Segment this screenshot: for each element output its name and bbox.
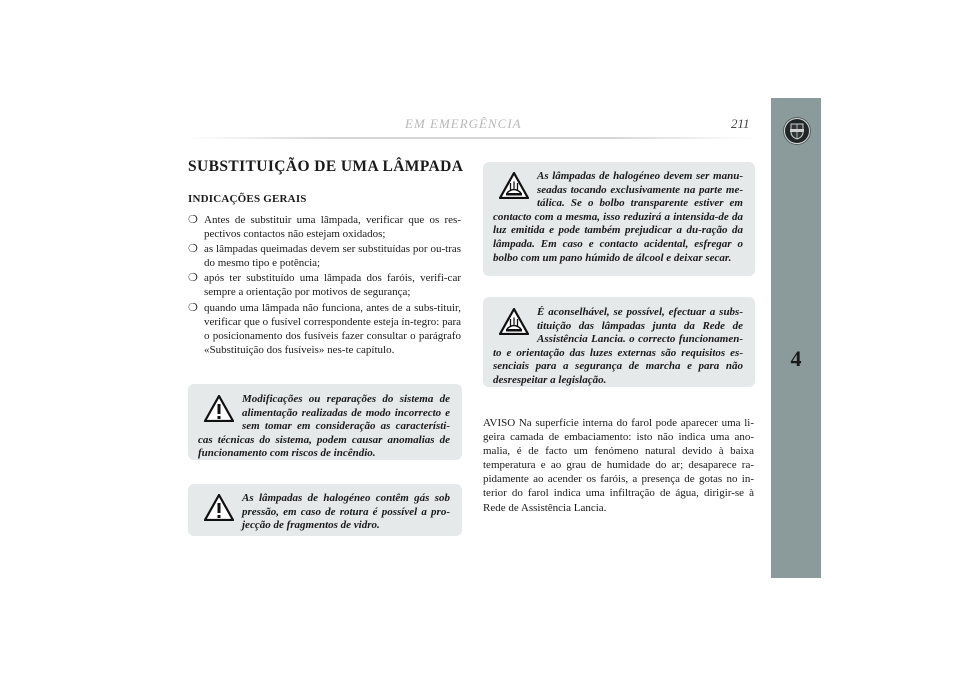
- warning-text: As lâmpadas de halogéneo devem ser manu-seadas tocando exclusivamente na parte me-tálica. Se o bolbo transparente estiver em contacto com a mesma, isso reduzirá a intensida-de da luz emitida e pode também prejudicar a du-ração da lâmpada. Em caso e contacto acidental, esfregar o bolbo com um pano húmido de álcool e deixar secar.: [493, 170, 743, 264]
- bullet-icon: ❍: [188, 243, 198, 256]
- bullet-icon: ❍: [188, 272, 198, 285]
- warning-text: As lâmpadas de halogéneo contêm gás sob pressão, em caso de rotura é possível a pro-jecção de fragmentos de vidro.: [242, 492, 450, 532]
- header-divider: [188, 137, 754, 139]
- hot-surface-warning-icon: [499, 172, 529, 199]
- section-title: EM EMERGÊNCIA: [405, 116, 522, 131]
- hot-surface-warning-icon: [499, 308, 529, 335]
- warning-box: [188, 384, 462, 460]
- notice-paragraph: AVISO Na superfície interna do farol pode aparecer uma li-geira camada de embaciamento: isto não indica uma ano-malia, é de facto um fenómeno natural devido à baixa temperatura e ao grau de humidade do ar; desaparece ra-pidamente ao acender os faróis, a presença de gotas no in-terior do farol indica uma infiltração de água, dirigir-se à Rede de Assistência Lancia.: [483, 417, 754, 514]
- warning-box: [188, 484, 462, 536]
- chapter-number: 4: [790, 346, 802, 371]
- page-title: SUBSTITUIÇÃO DE UMA LÂMPADA: [188, 158, 464, 175]
- warning-triangle-icon: [204, 395, 234, 422]
- list-item-text: após ter substituído uma lâmpada dos faróis, verifi-car sempre a orientação por motivos de segurança;: [204, 272, 461, 299]
- warning-box: [483, 297, 755, 387]
- page-number: 211: [731, 116, 750, 131]
- warning-box: [483, 162, 755, 276]
- bullet-icon: ❍: [188, 301, 198, 314]
- warning-triangle-icon: [204, 494, 234, 521]
- section-subtitle: INDICAÇÕES GERAIS: [188, 193, 307, 205]
- list-item: [188, 271, 461, 299]
- bullet-icon: ❍: [188, 214, 198, 226]
- list-item: [188, 213, 461, 241]
- warning-text: Modificações ou reparações do sistema de alimentação realizadas de modo incorrecto e sem tomar em consideração as característi-cas técnicas do sistema, podem causar anomalias de funcionamento com riscos de incêndio.: [198, 393, 450, 460]
- list-item-text: Antes de substituir uma lâmpada, verificar que os res-pectivos contactos não estejam oxidados;: [204, 214, 461, 241]
- list-item: [188, 242, 461, 270]
- instruction-list: [188, 213, 461, 358]
- lancia-shield-icon: [784, 118, 810, 144]
- warning-text: É aconselhável, se possível, efectuar a subs-tituição das lâmpadas junta da Rede de Assistência Lancia. o correcto funcionamen-to e orientação das luzes externas são requisitos es-senciais para a segurança de marcha e para não desrespeitar a legislação.: [493, 306, 743, 386]
- list-item-text: quando uma lâmpada não funciona, antes de a subs-tituir, verificar que o fusível correspondente esteja ín-tegro: para o posicionamento dos fusíveis fazer consultar o parágrafo «Substituição dos fusíveis» nes-te capítulo.: [204, 301, 461, 356]
- list-item-text: as lâmpadas queimadas devem ser substituídas por ou-tras do mesmo tipo e potência;: [204, 243, 461, 270]
- chapter-tab: [771, 98, 821, 578]
- list-item: [188, 301, 461, 357]
